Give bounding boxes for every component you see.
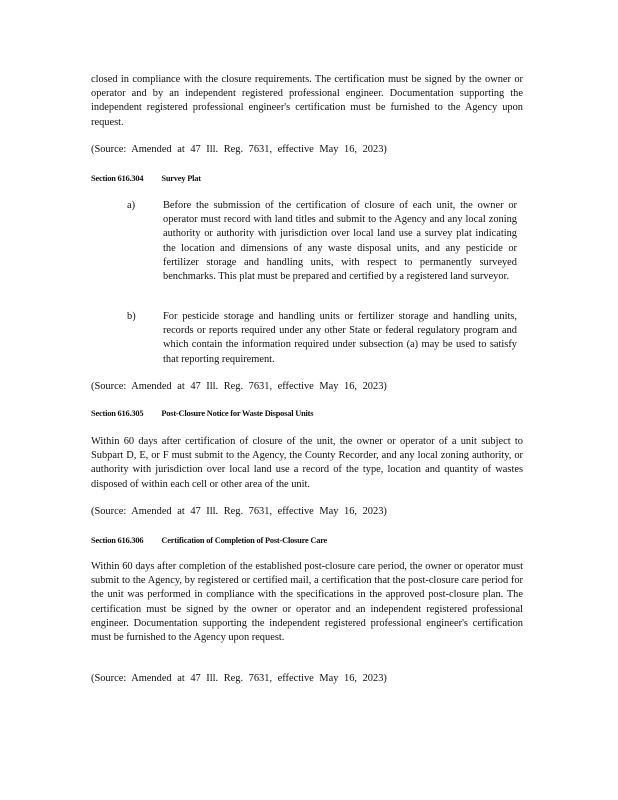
source-note: (Source: Amended at 47 Ill. Reg. 7631, effective May 16, 2023) — [91, 144, 387, 155]
section-number: Section 616.304 — [91, 174, 144, 183]
item-text: Before the submission of the certification of closure of each unit, the owner or operator must record with land titles and submit to the Agency and any local zoning authority or authority with jurisdiction over local land use a survey plat indicating the location and dimensions of any waste disposal units, and any pesticide or fertilizer storage and handling units, with respect to permanently surveyed benchmarks. This plat must be prepared and certified by a registered land surveyor. — [163, 200, 517, 283]
section-heading — [91, 407, 331, 421]
section-title: Post-Closure Notice for Waste Disposal Units — [161, 409, 314, 418]
completion-certification-paragraph: Within 60 days after completion of the established post-closure care period, the owner or operator must submit to the Agency, by registered or certified mail, a certification that the post-closure care period for the unit was performed in compliance with the specifications in the approved post-closure plan. The certification must be signed by the owner or operator and an independent registered professional engineer. Documentation supporting the independent registered professional engineer's certification must be furnished to the Agency upon request. — [91, 561, 523, 644]
item-text: For pesticide storage and handling units or fertilizer storage and handling units, records or reports required under any other State or federal regulatory program and which contain the information required under subsection (a) may be used to satisfy that reporting requirement. — [163, 311, 517, 365]
source-note: (Source: Amended at 47 Ill. Reg. 7631, effective May 16, 2023) — [91, 506, 387, 517]
section-title: Survey Plat — [161, 174, 201, 183]
section-heading — [91, 534, 345, 548]
closure-certification-paragraph: closed in compliance with the closure requirements. The certification must be signed by the owner or operator and by an independent registered professional engineer. Documentation supporting the independent registered professional engineer's certification must be furnished to the Agency upon request. — [91, 74, 523, 128]
section-heading — [91, 172, 219, 186]
section-title: Certification of Completion of Post-Closure Care — [161, 536, 328, 545]
section-number: Section 616.306 — [91, 536, 144, 545]
item-label: a) — [127, 200, 136, 211]
source-note: (Source: Amended at 47 Ill. Reg. 7631, effective May 16, 2023) — [91, 381, 387, 392]
section-number: Section 616.305 — [91, 409, 144, 418]
source-note: (Source: Amended at 47 Ill. Reg. 7631, effective May 16, 2023) — [91, 673, 387, 684]
post-closure-notice-paragraph: Within 60 days after certification of closure of the unit, the owner or operator of a unit subject to Subpart D, E, or F must submit to the Agency, the County Recorder, and any local zoning authority, or authority with jurisdiction over local land use a record of the type, location and quantity of wastes disposed of within each cell or other area of the unit. — [91, 436, 523, 490]
item-label: b) — [127, 311, 136, 322]
